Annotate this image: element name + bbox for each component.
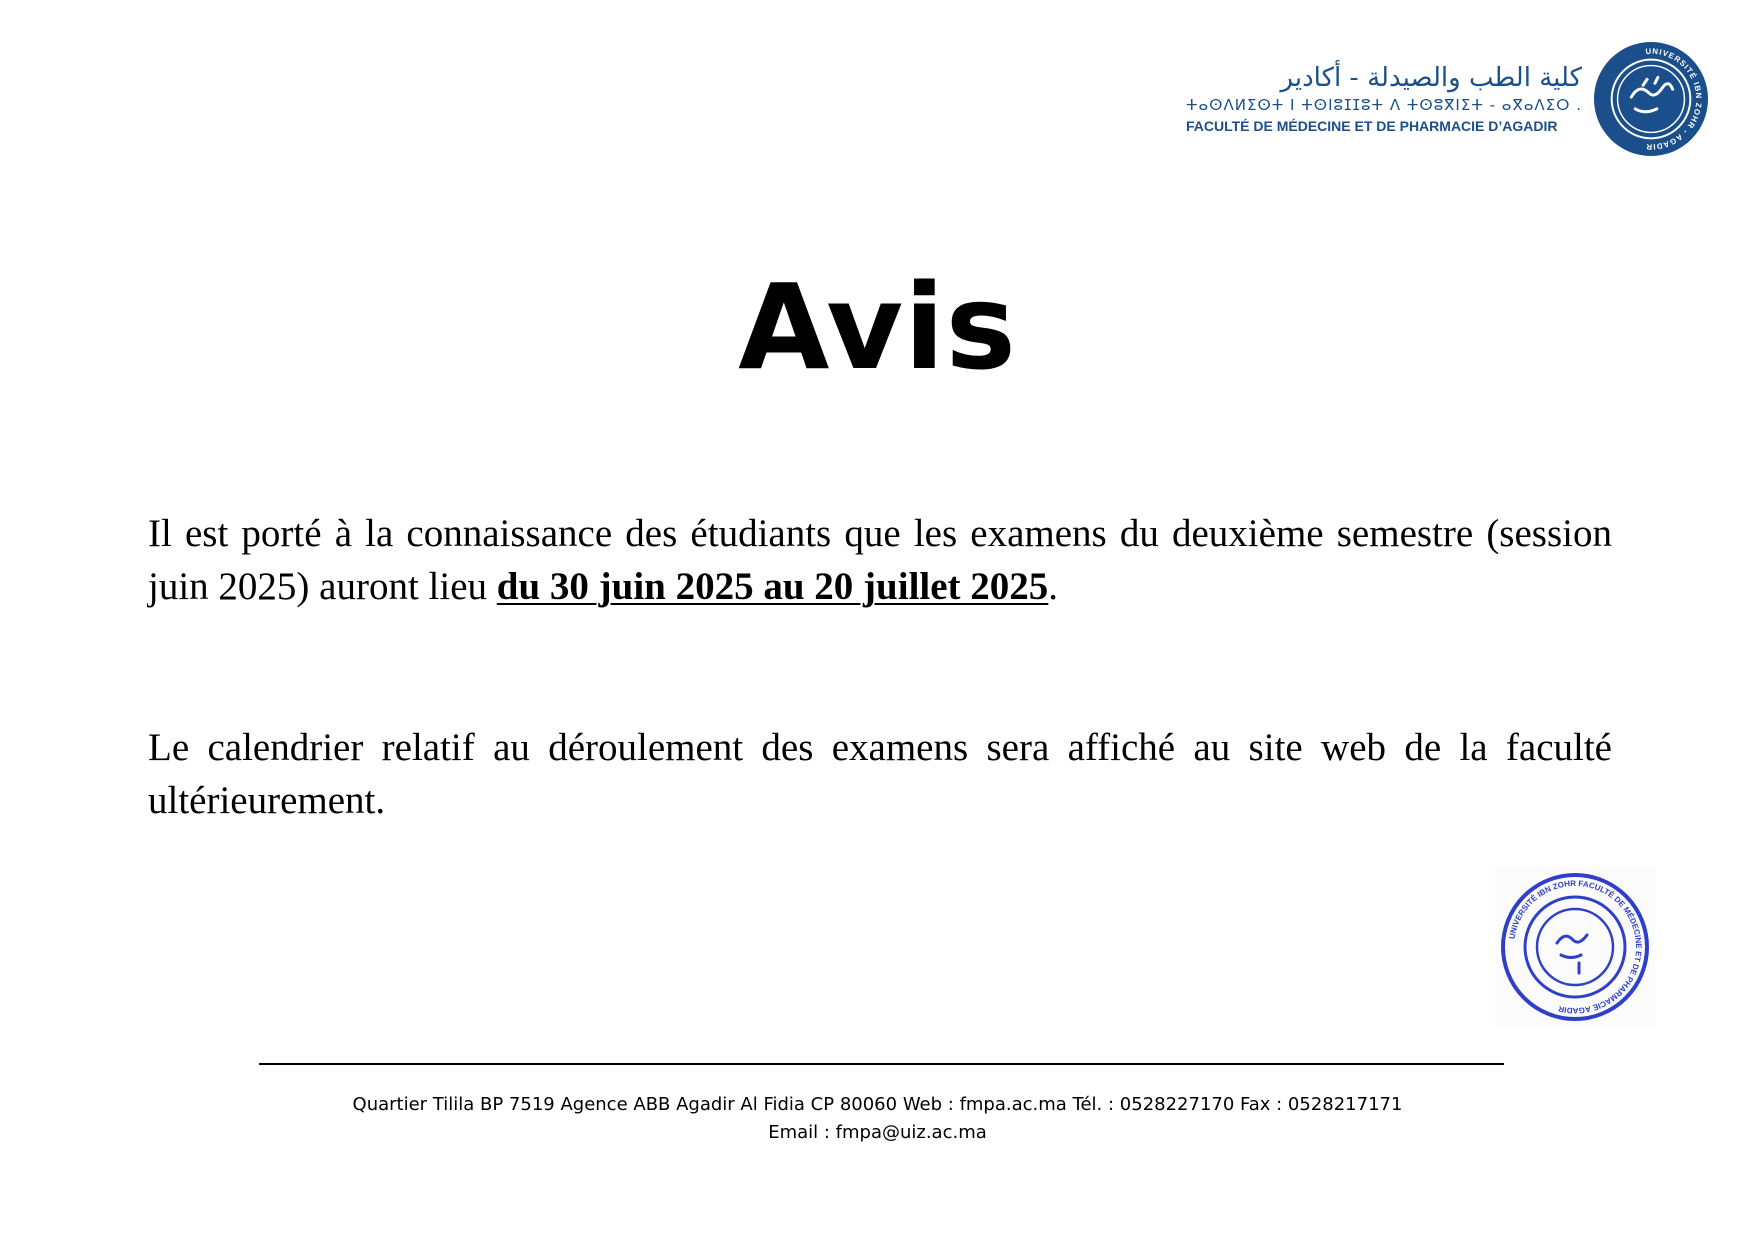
footer-divider (259, 1063, 1504, 1065)
notice-paragraph-exam-dates (148, 507, 1612, 613)
logo-ring-text: UNIVERSITÉ IBN ZOHR - AGADIR (1645, 46, 1704, 152)
faculty-name-french: FACULTÉ DE MÉDECINE ET DE PHARMACIE D’AGADIR (1185, 118, 1558, 135)
paragraph1-text: Il est porté à la connaissance des étudiants que les examens du deuxième semestre (session juin 2025) auront lieu (148, 512, 1612, 608)
footer-address: Quartier Tilila BP 7519 Agence ABB Agadir Al Fidia CP 80060 Web : fmpa.ac.ma Tél. : 0528227170 Fax : 0528217171 (352, 1094, 1403, 1115)
paragraph1-end: . (1048, 565, 1059, 608)
page-title: Avis (738, 258, 1017, 396)
faculty-stamp (1495, 867, 1655, 1027)
exam-date-range: du 30 juin 2025 au 20 juillet 2025 (496, 565, 1049, 608)
faculty-name-block (1186, 64, 1582, 135)
page-footer (0, 1091, 1755, 1147)
faculty-name-arabic: كلية الطب والصيدلة - أكادير (1280, 62, 1582, 93)
faculty-header (1186, 40, 1710, 158)
stamp-ring-text: UNIVERSITÉ IBN ZOHR FACULTÉ DE MÉDECINE ET DE PHARMACIE AGADIR (1507, 878, 1644, 1016)
notice-paragraph-calendar: Le calendrier relatif au déroulement des examens sera affiché au site web de la faculté ultérieurement. (148, 726, 1612, 822)
footer-email: Email : fmpa@uiz.ac.ma (768, 1122, 987, 1143)
university-logo (1592, 40, 1710, 158)
faculty-name-tifinagh: ⵜⴰⵙⴷⵍⵉⵙⵜ ⵏ ⵜⵙⵏⵓⵊⵊⵓⵜ ⴷ ⵜⵙⵓⴳⵏⵉⵜ - ⴰⴳⴰⴷⵉⵔ . (1185, 96, 1582, 115)
